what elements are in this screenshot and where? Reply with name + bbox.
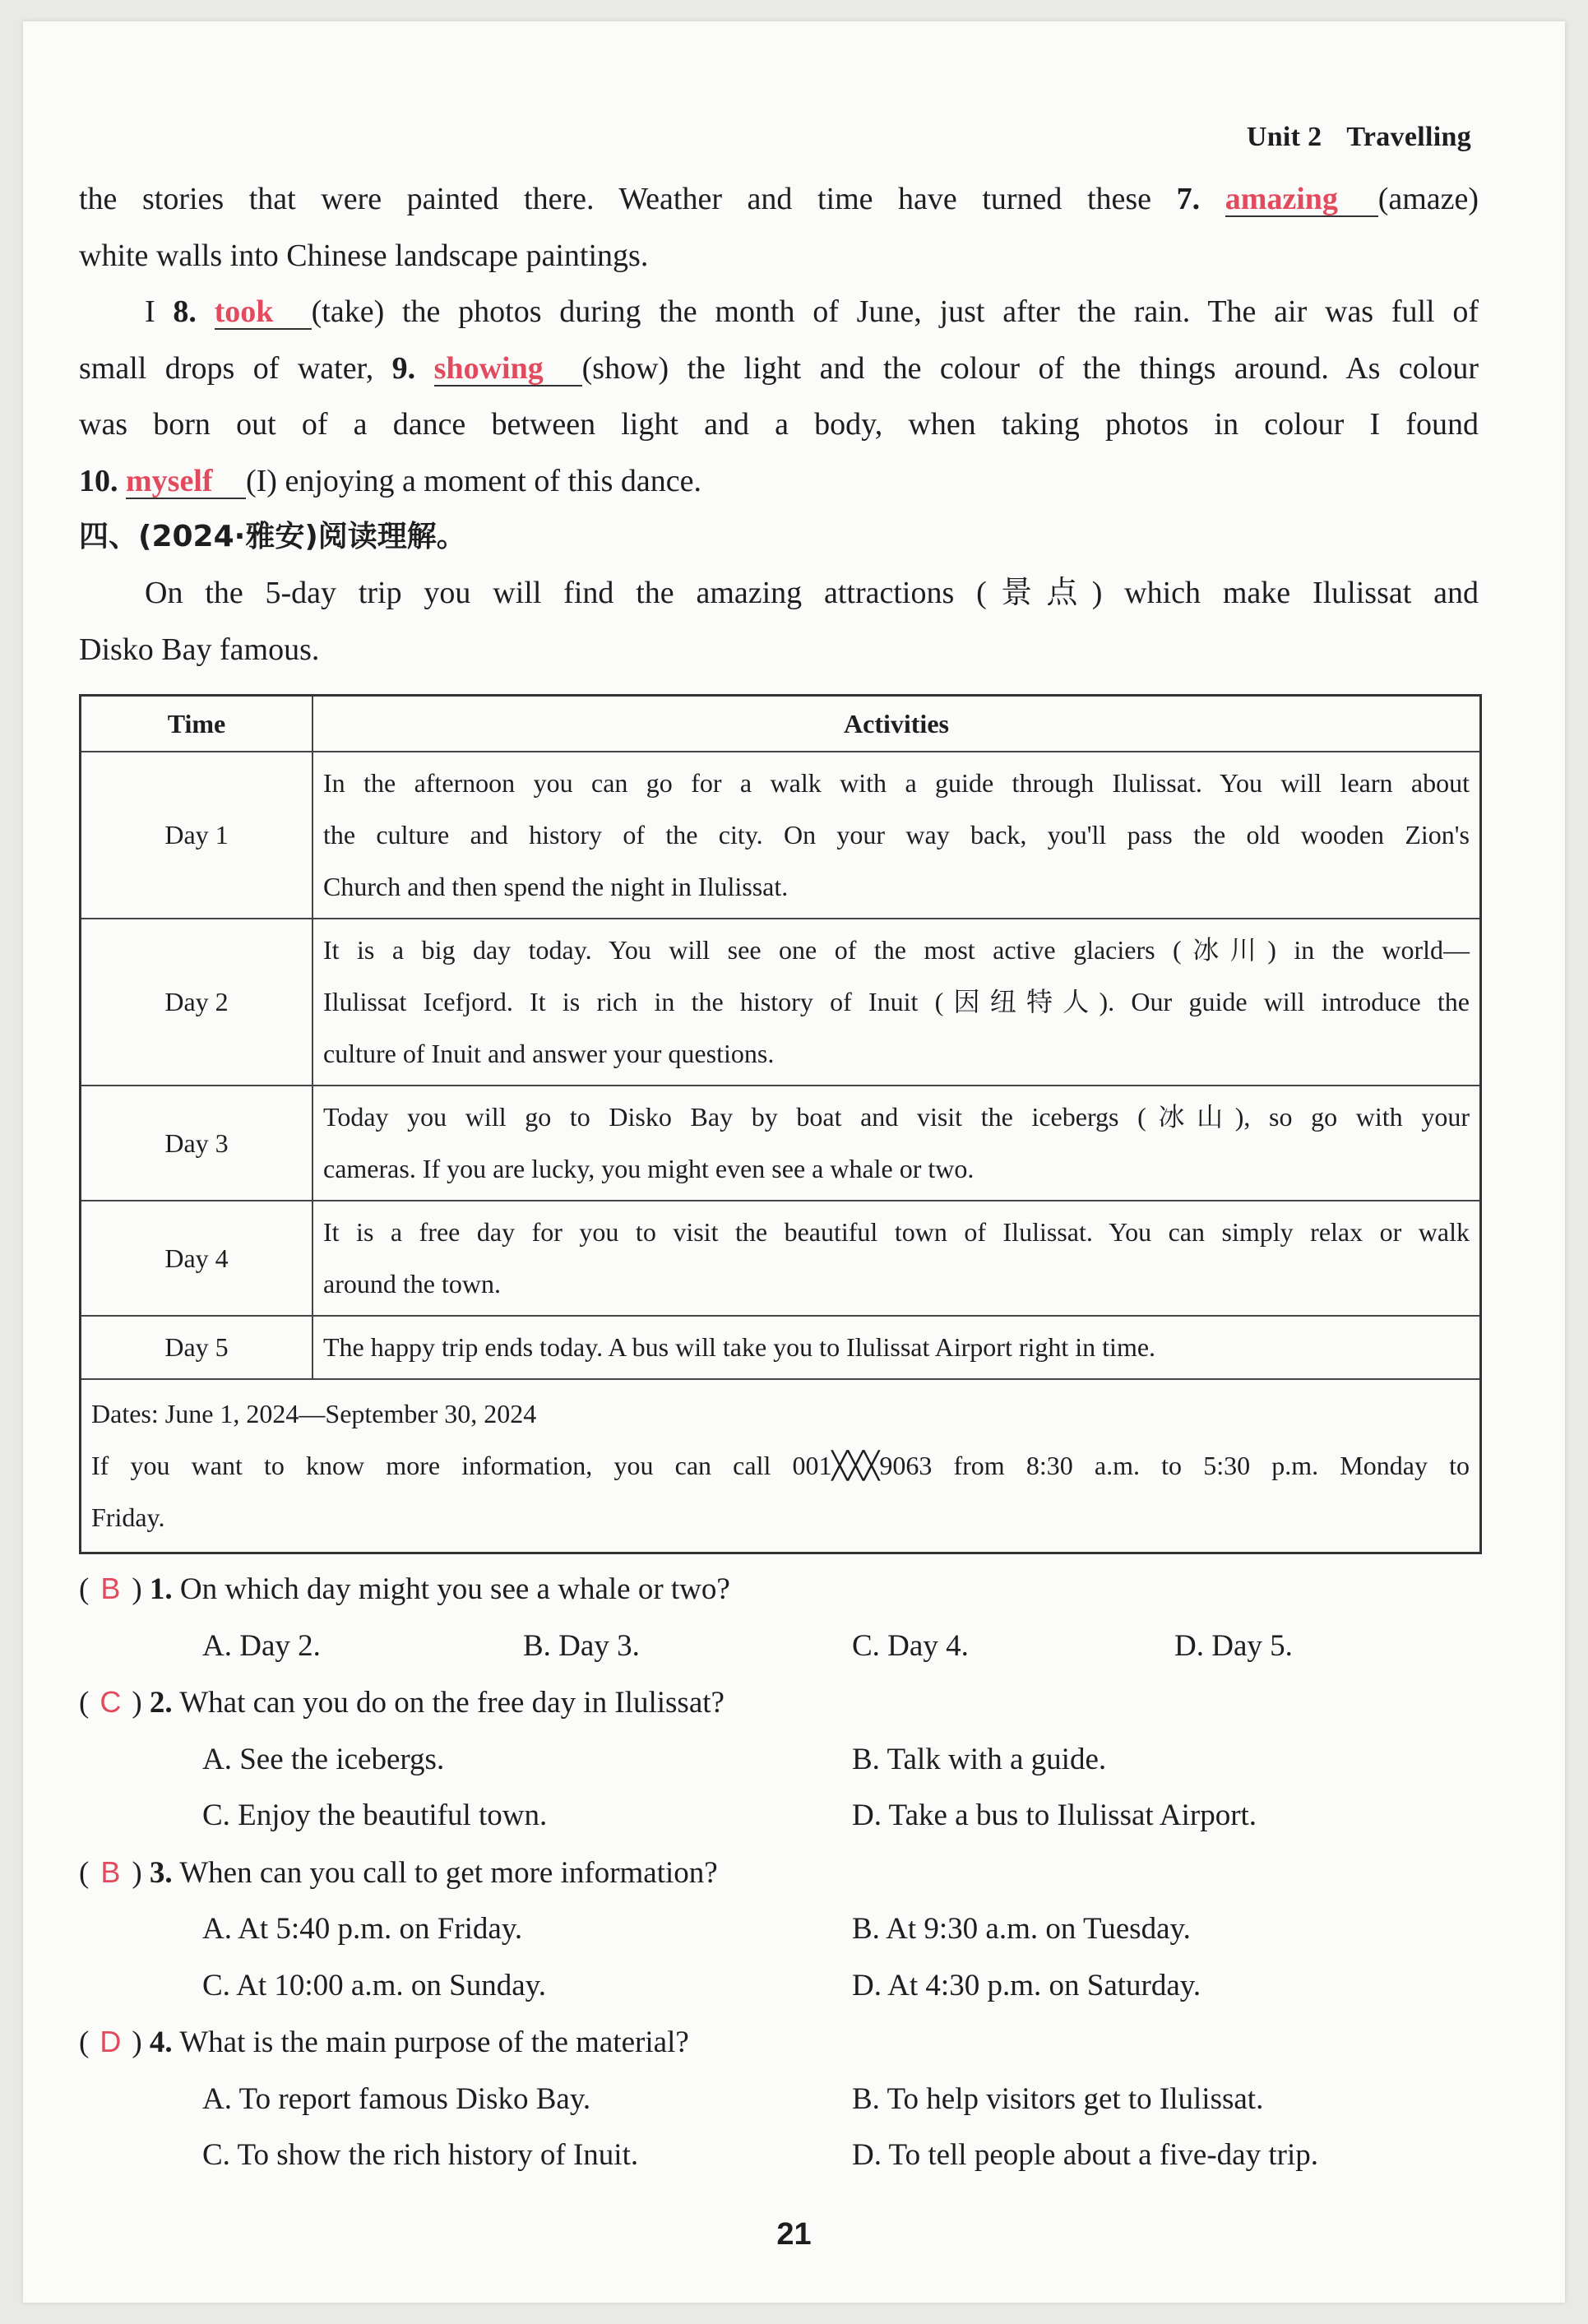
activity-line: the culture and history of the city. On your way back, you'll pass the old wooden Zion's xyxy=(323,820,1470,850)
answer-bracket: ) xyxy=(132,1855,150,1890)
table-row xyxy=(81,1086,1481,1201)
passage-text: was born out of a dance between light and a body, when taking photos in colour I found xyxy=(79,407,1479,442)
intro-line xyxy=(79,565,1479,622)
activity-line: It is a free day for you to visit the beautiful town of Ilulissat. You can simply relax or walk xyxy=(323,1217,1470,1247)
intro-line xyxy=(79,622,1479,678)
options-row xyxy=(79,1901,1479,1958)
passage-line xyxy=(79,453,1479,510)
time-column-header: Time xyxy=(81,696,313,752)
question-text: When can you call to get more information? xyxy=(179,1855,718,1890)
activity-cell xyxy=(313,1086,1481,1201)
options-row xyxy=(79,1618,1479,1675)
page-content xyxy=(79,171,1479,2184)
table-header-row xyxy=(81,696,1481,752)
options-row xyxy=(79,2127,1479,2184)
activity-line: The happy trip ends today. A bus will take you to Ilulissat Airport right in time. xyxy=(323,1332,1156,1362)
table-footer xyxy=(81,1379,1481,1553)
chosen-answer: D xyxy=(100,2025,122,2058)
answer-bracket: ) xyxy=(132,1686,150,1720)
answer-bracket: ( xyxy=(79,1855,90,1890)
answer-option: B. Talk with a guide. xyxy=(852,1742,1107,1776)
answer-option: D. At 4:30 p.m. on Saturday. xyxy=(852,1968,1201,2002)
dates-text: Dates: June 1, 2024—September 30, 2024 xyxy=(91,1399,537,1428)
question-number: 4. xyxy=(149,2025,173,2059)
unit-title: Travelling xyxy=(1346,122,1471,152)
question-number: 1. xyxy=(149,1572,173,1606)
passage-text: (I) enjoying a moment of this dance. xyxy=(246,463,702,498)
passage-text: small drops of water, xyxy=(79,350,374,386)
answer-bracket: ) xyxy=(132,2025,150,2059)
answer-bracket: ( xyxy=(79,2025,90,2059)
table-row xyxy=(81,919,1481,1086)
chosen-answer: B xyxy=(100,1572,121,1605)
answer-text: amazing xyxy=(1225,182,1338,216)
info-text: If you want to know more information, you can call 001╳╳╳9063 from 8:30 a.m. to 5:30 p.m. Monday to xyxy=(91,1451,1470,1480)
question-text: On which day might you see a whale or two? xyxy=(179,1572,730,1606)
question-number: 3. xyxy=(149,1855,173,1890)
passage-text: (show) the light and the colour of the things around. As colour xyxy=(581,350,1479,386)
passage-text: the stories that were painted there. Weather and time have turned these xyxy=(79,182,1152,216)
trip-schedule-table xyxy=(79,694,1482,1554)
answer-text: myself xyxy=(126,463,213,498)
activity-cell xyxy=(313,919,1481,1086)
answer-option: B. At 9:30 a.m. on Tuesday. xyxy=(852,1912,1191,1946)
activity-cell xyxy=(313,752,1481,919)
day-cell: Day 4 xyxy=(81,1201,313,1316)
passage-text: (amaze) xyxy=(1377,182,1479,216)
question-stem xyxy=(79,2014,1479,2072)
passage-text: white walls into Chinese landscape paintings. xyxy=(79,238,649,273)
blank-number: 10. xyxy=(79,463,118,498)
answer-option: C. To show the rich history of Inuit. xyxy=(202,2138,639,2172)
passage-text: I xyxy=(145,294,155,329)
answer-option: D. Day 5. xyxy=(1174,1628,1293,1663)
answer-bracket: ( xyxy=(79,1572,90,1606)
chosen-answer: B xyxy=(100,1854,121,1889)
intro-text: On the 5-day trip you will find the amazing attractions (景点) which make Ilulissat and xyxy=(145,576,1479,610)
question-text: What can you do on the free day in Ilulissat? xyxy=(179,1686,725,1720)
question-stem xyxy=(79,1561,1479,1618)
running-head xyxy=(1247,122,1471,153)
activity-line: In the afternoon you can go for a walk with a guide through Ilulissat. You will learn about xyxy=(323,768,1470,798)
passage-line xyxy=(79,396,1479,453)
passage-line xyxy=(79,171,1479,228)
options-row xyxy=(79,1732,1479,1789)
options-row xyxy=(79,2072,1479,2128)
day-cell: Day 2 xyxy=(81,919,313,1086)
activity-line: It is a big day today. You will see one of the most active glaciers (冰川) in the world— xyxy=(323,935,1470,965)
unit-label: Unit 2 xyxy=(1246,122,1322,152)
answer-option: C. Day 4. xyxy=(852,1628,969,1663)
activity-line: culture of Inuit and answer your questions. xyxy=(323,1039,775,1068)
answer-option: A. To report famous Disko Bay. xyxy=(202,2081,591,2116)
table-row xyxy=(81,1201,1481,1316)
answer-option: B. To help visitors get to Ilulissat. xyxy=(852,2081,1264,2116)
activity-line: cameras. If you are lucky, you might even see a whale or two. xyxy=(323,1154,975,1183)
answer-option: A. Day 2. xyxy=(202,1628,321,1663)
question-text: What is the main purpose of the material? xyxy=(179,2025,689,2059)
blank-number: 9. xyxy=(391,350,416,386)
answer-blank xyxy=(126,465,246,499)
answer-text: showing xyxy=(433,350,544,386)
table-footer-row xyxy=(81,1379,1481,1553)
options-row xyxy=(79,1958,1479,2015)
answer-bracket: ( xyxy=(79,1686,90,1720)
schedule-body xyxy=(81,752,1481,1379)
answer-option: B. Day 3. xyxy=(523,1628,640,1663)
blank-number: 8. xyxy=(173,294,197,329)
options-row xyxy=(79,1788,1479,1845)
day-cell: Day 1 xyxy=(81,752,313,919)
passage-text: (take) the photos during the month of June, just after the rain. The air was full of xyxy=(311,294,1479,329)
answer-blank xyxy=(434,352,582,387)
answer-option: A. At 5:40 p.m. on Friday. xyxy=(202,1912,523,1946)
passage-line xyxy=(79,284,1479,340)
activity-cell xyxy=(313,1201,1481,1316)
question-stem xyxy=(79,1845,1479,1902)
answer-bracket: ) xyxy=(132,1572,150,1606)
passage-line xyxy=(79,228,1479,285)
answer-blank xyxy=(1225,183,1378,217)
answer-option: C. At 10:00 a.m. on Sunday. xyxy=(202,1968,546,2002)
day-cell: Day 5 xyxy=(81,1316,313,1379)
activity-line: around the town. xyxy=(323,1269,501,1299)
answer-option: D. To tell people about a five-day trip. xyxy=(852,2138,1318,2172)
passage-line xyxy=(79,340,1479,397)
intro-text: Disko Bay famous. xyxy=(79,632,320,667)
table-row xyxy=(81,752,1481,919)
activity-line: Church and then spend the night in Ilulissat. xyxy=(323,872,789,901)
section-heading: 四、(2024·雅安)阅读理解。 xyxy=(79,520,466,553)
answer-blank xyxy=(215,295,312,330)
page-number: 21 xyxy=(776,2217,812,2252)
activity-line: Ilulissat Icefjord. It is rich in the history of Inuit (因纽特人). Our guide will introduce the xyxy=(323,987,1470,1016)
activity-cell xyxy=(313,1316,1481,1379)
answer-option: D. Take a bus to Ilulissat Airport. xyxy=(852,1799,1257,1832)
chosen-answer: C xyxy=(100,1685,122,1719)
question-stem xyxy=(79,1674,1479,1732)
workbook-page xyxy=(23,21,1565,2303)
answer-text: took xyxy=(214,294,274,329)
day-cell: Day 3 xyxy=(81,1086,313,1201)
table-row xyxy=(81,1316,1481,1379)
answer-option: C. Enjoy the beautiful town. xyxy=(202,1799,548,1832)
answer-option: A. See the icebergs. xyxy=(202,1742,445,1776)
activity-line: Today you will go to Disko Bay by boat and visit the icebergs (冰山), so go with your xyxy=(323,1102,1470,1132)
question-number: 2. xyxy=(149,1686,173,1720)
info-text: Friday. xyxy=(91,1502,165,1532)
blank-number: 7. xyxy=(1176,182,1201,216)
activities-column-header: Activities xyxy=(313,696,1481,752)
questions-block xyxy=(79,1561,1479,2184)
